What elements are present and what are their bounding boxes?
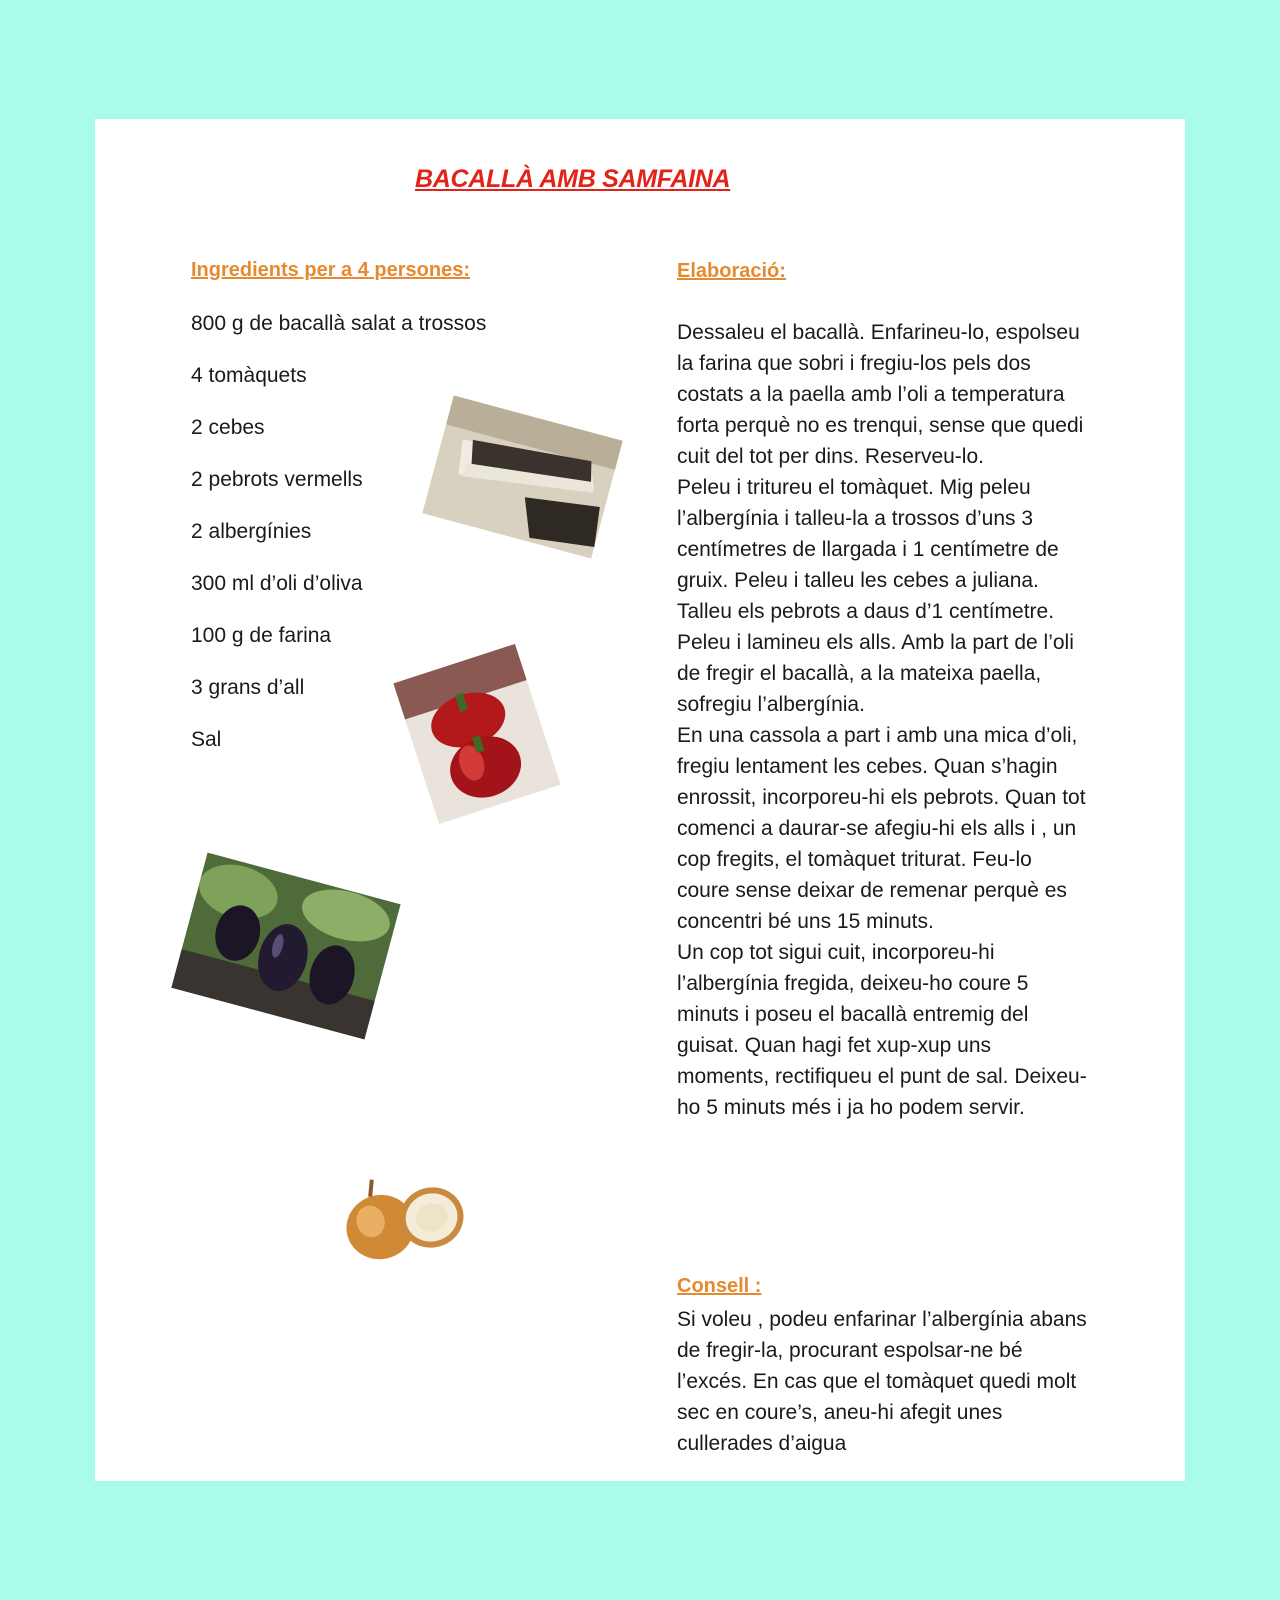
advice-paragraph: Si voleu , podeu enfarinar l’albergínia abans de fregir-la, procurant espolsar-ne bé l’excés. En cas que el tomàquet quedi molt sec en coure’s, aneu-hi afegit unes cullerades d’aigua [677, 1308, 1087, 1455]
ingredient-item: 2 cebes [191, 416, 265, 439]
recipe-page [95, 119, 1185, 1481]
elaboration-heading: Elaboració: [677, 260, 786, 282]
elaboration-paragraph: Dessaleu el bacallà. Enfarineu-lo, espolseu la farina que sobri i fregiu-los pels dos costats a la paella amb l’oli a temperatura forta perquè no es trenqui, sense que quedi cuit del tot per dins. Reserveu-lo. [677, 321, 1084, 468]
ingredient-item: 2 pebrots vermells [191, 468, 363, 491]
ingredient-item: 2 albergínies [191, 520, 312, 543]
ingredient-item: 100 g de farina [191, 624, 332, 647]
eggplant-photo [171, 853, 400, 1040]
ingredient-item: 4 tomàquets [191, 364, 307, 387]
elaboration-paragraph: En una cassola a part i amb una mica d’oli, fregiu lentament les cebes. Quan s’hagin enrossit, incorporeu-hi els pebrots. Quan tot comenci a daurar-se afegiu-hi els alls i , un cop fregits, el tomàquet triturat. Feu-lo coure sense deixar de remenar perquè es concentri bé uns 15 minuts. [677, 724, 1086, 933]
ingredients-heading: Ingredients per a 4 persones: [191, 259, 470, 281]
ingredient-item: 300 ml d’oli d’oliva [191, 572, 363, 595]
ingredient-item: 800 g de bacallà salat a trossos [191, 312, 487, 335]
advice-heading: Consell : [677, 1275, 762, 1297]
ingredient-item: Sal [191, 728, 222, 751]
elaboration-text [677, 317, 1087, 1123]
ingredient-item: 3 grans d’all [191, 676, 305, 699]
recipe-title: BACALLÀ AMB SAMFAINA [415, 165, 731, 193]
elaboration-paragraph: Peleu i tritureu el tomàquet. Mig peleu l’albergínia i talleu-la a trossos d’uns 3 centímetres de llargada i 1 centímetre de gruix. Peleu i talleu les cebes a juliana. Talleu els pebrots a daus d’1 centímetre. Peleu i lamineu els alls. Amb la part de l’oli de fregir el bacallà, a la mateixa paella, sofregiu l’albergínia. [677, 476, 1074, 716]
elaboration-paragraph: Un cop tot sigui cuit, incorporeu-hi l’albergínia fregida, deixeu-ho coure 5 minuts i poseu el bacallà entremig del guisat. Quan hagi fet xup-xup uns moments, rectifiqueu el punt de sal. Deixeu-ho 5 minuts més i ja ho podem servir. [677, 941, 1087, 1119]
onion-photo [302, 1121, 508, 1293]
advice-text [677, 1304, 1087, 1459]
